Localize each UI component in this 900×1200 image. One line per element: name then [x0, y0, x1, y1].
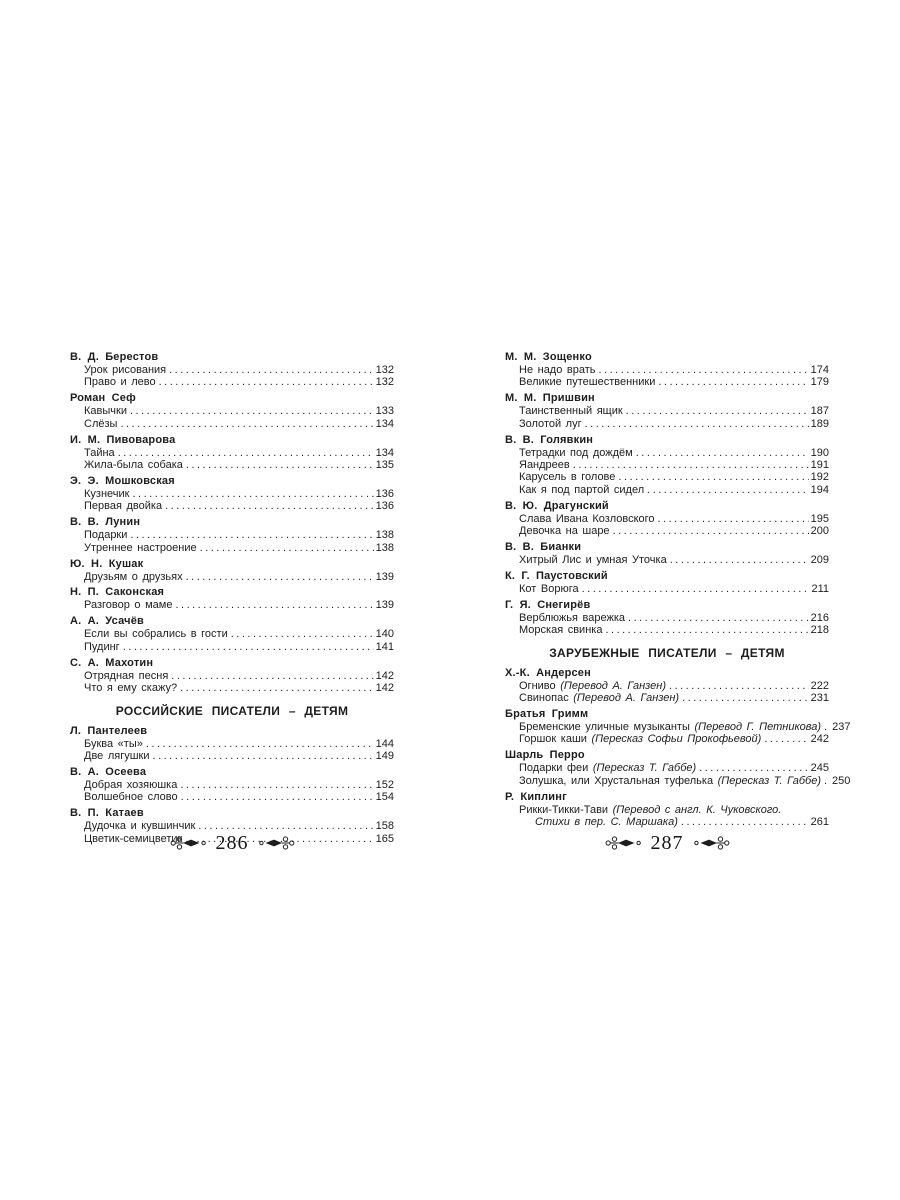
section-heading: ЗАРУБЕЖНЫЕ ПИСАТЕЛИ – ДЕТЯМ	[549, 645, 785, 660]
toc-entry	[70, 628, 394, 640]
leader-dots	[165, 500, 374, 512]
entry-page-number: 165	[375, 832, 394, 845]
leader-dots	[764, 733, 808, 745]
toc-entry	[505, 364, 829, 376]
toc-entry	[70, 738, 394, 750]
entry-title: Урок рисования	[84, 364, 167, 376]
leader-dots	[636, 447, 809, 459]
leader-dots	[175, 599, 373, 611]
toc-entry	[505, 418, 829, 430]
entry-title: Золушка, или Хрустальная туфелька (Пересказ Т. Габбе)	[519, 774, 821, 787]
entry-title: Тетрадки под дождём	[519, 446, 633, 459]
leader-dots	[599, 364, 809, 376]
entry-page-number: 194	[810, 483, 829, 496]
entry-page-number: 136	[375, 500, 394, 513]
author-name: Братья Гримм	[505, 708, 589, 720]
leader-dots	[123, 641, 374, 653]
entry-page-number: 149	[375, 749, 394, 762]
entry-title: Свинопас (Перевод А. Ганзен)	[519, 692, 680, 705]
entry-page-number: 152	[375, 778, 394, 791]
entry-page-number: 142	[375, 682, 394, 695]
leader-dots	[699, 762, 808, 774]
entry-translator-note: (Пересказ Софьи Прокофьевой)	[591, 733, 762, 746]
entry-title: Кузнечик	[84, 487, 130, 500]
author-name: Шарль Перро	[505, 749, 585, 762]
author-block	[70, 557, 394, 583]
leader-dots	[613, 525, 809, 537]
entry-page-number: 211	[811, 582, 829, 595]
leader-dots	[585, 418, 809, 430]
entry-page-number: 133	[375, 405, 394, 418]
toc-entry	[505, 762, 829, 774]
page-footer-left	[70, 833, 394, 853]
entry-page-number: 134	[375, 417, 394, 430]
leader-dots	[824, 721, 830, 733]
entry-translator-note: (Пересказ Т. Габбе)	[592, 762, 697, 775]
author-name: Ю. Н. Кушак	[70, 557, 144, 570]
toc-column-left	[70, 350, 394, 845]
entry-page-number: 245	[810, 762, 829, 775]
entry-title: Кавычки	[84, 405, 127, 418]
leader-dots	[186, 571, 374, 583]
entry-page-number: 140	[375, 628, 394, 641]
author-block	[505, 499, 829, 538]
entry-title: Дудочка и кувшинчик	[84, 820, 196, 833]
entry-page-number: 209	[810, 554, 829, 567]
author-name: В. А. Осеева	[70, 765, 147, 778]
toc-entry	[505, 692, 829, 704]
entry-page-number: 231	[810, 692, 829, 705]
toc-entry	[70, 364, 394, 376]
entry-translator-note: Стихи в пер. С. Маршака)	[535, 816, 678, 829]
leader-dots	[618, 471, 808, 483]
toc-entry	[70, 542, 394, 554]
author-block	[505, 433, 829, 497]
toc-entry	[70, 750, 394, 762]
entry-title: Что я ему скажу?	[84, 682, 178, 695]
entry-title: Если вы собрались в гости	[84, 628, 228, 641]
toc-entry	[70, 670, 394, 682]
fleuron-right-icon	[255, 836, 295, 850]
author-block	[70, 585, 394, 611]
leader-dots	[153, 750, 374, 762]
entry-title: Слава Ивана Козловского	[519, 512, 655, 525]
author-block	[70, 433, 394, 472]
author-block	[70, 765, 394, 804]
entry-title: Девочка на шаре	[519, 525, 610, 538]
entry-title: Таинственный ящик	[519, 405, 623, 418]
entry-title: Верблюжья варежка	[519, 611, 626, 624]
entry-page-number: 179	[810, 376, 829, 389]
author-block	[505, 540, 829, 566]
entry-page-number: 132	[375, 376, 394, 389]
entry-page-number: 216	[810, 611, 829, 624]
leader-dots	[658, 513, 809, 525]
toc-entry	[70, 447, 394, 459]
entry-page-number: 138	[375, 529, 394, 542]
entry-page-number: 139	[375, 599, 394, 612]
leader-dots	[180, 779, 373, 791]
folio-page-number: 286	[215, 832, 249, 854]
entry-title: Первая двойка	[84, 500, 163, 513]
entry-translator-note: (Пересказ Т. Габбе)	[717, 774, 821, 787]
entry-page-number: 135	[375, 459, 394, 472]
entry-title: Буква «ты»	[84, 737, 143, 750]
author-block	[505, 748, 851, 787]
entry-translator-note: (Перевод с англ. К. Чуковского.	[612, 803, 782, 816]
entry-title: Отрядная песня	[84, 669, 169, 682]
author-name: В. В. Бианки	[505, 541, 582, 554]
fleuron-left-icon	[170, 836, 210, 850]
author-name: М. М. Зощенко	[505, 351, 592, 363]
entry-title: Право и лево	[84, 376, 156, 389]
fleuron-left-icon	[605, 836, 645, 850]
entry-title: Горшок каши (Пересказ Софьи Прокофьевой)	[519, 733, 762, 746]
author-block	[505, 707, 851, 746]
leader-dots	[130, 405, 374, 417]
entry-title: Пудинг	[84, 640, 120, 653]
entry-title: Утреннее настроение	[84, 541, 197, 554]
entry-page-number: 141	[375, 640, 394, 653]
author-block	[70, 614, 394, 653]
author-name: М. М. Пришвин	[505, 392, 595, 405]
author-name: А. А. Усачёв	[70, 615, 145, 628]
entry-page-number: 192	[810, 471, 829, 484]
toc-entry-continuation	[505, 816, 829, 828]
leader-dots	[626, 405, 809, 417]
leader-dots	[132, 488, 373, 500]
toc-entry	[505, 680, 829, 692]
leader-dots	[682, 692, 809, 704]
author-name: Г. Я. Снегирёв	[505, 598, 591, 611]
leader-dots	[605, 624, 808, 636]
entry-page-number: 144	[375, 737, 394, 750]
entry-translator-note: (Перевод А. Ганзен)	[560, 679, 667, 692]
author-name: К. Г. Паустовский	[505, 569, 608, 582]
entry-page-number: 189	[810, 417, 829, 430]
leader-dots	[573, 459, 809, 471]
toc-entry	[70, 500, 394, 512]
entry-page-number: 250	[832, 774, 851, 787]
toc-entry	[505, 525, 829, 537]
toc-entry	[70, 682, 394, 694]
entry-page-number: 138	[375, 541, 394, 554]
entry-title: Подарки	[84, 529, 128, 542]
leader-dots	[181, 791, 374, 803]
toc-entry	[505, 484, 829, 496]
toc-entry	[505, 447, 829, 459]
author-block	[505, 569, 829, 595]
entry-title: Тайна	[84, 446, 115, 459]
toc-entry	[505, 733, 829, 745]
entry-page-number: 222	[810, 679, 829, 692]
entry-title: Слёзы	[84, 417, 118, 430]
author-name: Л. Пантелеев	[70, 724, 148, 737]
entry-title: Великие путешественники	[519, 376, 656, 389]
entry-page-number: 142	[375, 669, 394, 682]
author-block	[70, 391, 394, 430]
entry-title: Карусель в голове	[519, 471, 616, 484]
toc-entry	[70, 529, 394, 541]
author-name: В. В. Голявкин	[505, 433, 594, 446]
toc-entry	[505, 459, 829, 471]
author-block	[505, 391, 829, 430]
entry-page-number: 191	[810, 459, 829, 472]
entry-page-number: 218	[810, 624, 829, 637]
author-name: Р. Киплинг	[505, 790, 567, 803]
fleuron-right-icon	[690, 836, 730, 850]
folio-page-number: 287	[650, 832, 684, 854]
author-block	[70, 515, 394, 554]
entry-page-number: 134	[375, 446, 394, 459]
author-name: С. А. Махотин	[70, 656, 154, 669]
entry-page-number: 237	[832, 721, 851, 733]
entry-page-number: 154	[375, 791, 394, 804]
leader-dots	[582, 583, 810, 595]
toc-entry	[70, 488, 394, 500]
leader-dots	[159, 376, 374, 388]
toc-column-right	[505, 350, 851, 829]
toc-entry	[505, 804, 829, 816]
page-footer-right	[505, 833, 829, 853]
author-name: Н. П. Саконская	[70, 586, 165, 599]
toc-entry	[70, 376, 394, 388]
entry-title: Яандреев	[519, 459, 570, 472]
leader-dots	[628, 612, 809, 624]
author-name: Э. Э. Мошковская	[70, 474, 175, 487]
entry-title: Цветик-семицветик	[84, 832, 183, 845]
entry-title: Золотой луг	[519, 417, 582, 430]
leader-dots	[670, 554, 809, 566]
leader-dots	[118, 447, 374, 459]
author-block	[505, 666, 829, 705]
entry-title: Рикки-Тикки-Тави (Перевод с англ. К. Чуковского.	[519, 803, 782, 816]
author-name: Х.-К. Андерсен	[505, 666, 591, 679]
toc-entry	[505, 612, 829, 624]
leader-dots	[669, 680, 809, 692]
author-name: В. Д. Берестов	[70, 351, 159, 363]
entry-translator-note: (Перевод А. Ганзен)	[573, 692, 680, 705]
entry-page-number: 174	[810, 364, 829, 376]
leader-dots	[180, 682, 374, 694]
entry-title: Друзьям о друзьях	[84, 570, 183, 583]
entry-page-number: 261	[810, 816, 829, 829]
entry-page-number: 190	[810, 446, 829, 459]
toc-entry	[70, 418, 394, 430]
toc-entry	[505, 721, 851, 733]
entry-title: Морская свинка	[519, 624, 603, 637]
toc-entry	[505, 471, 829, 483]
entry-page-number: 158	[375, 820, 394, 833]
entry-page-number: 187	[810, 405, 829, 418]
author-block	[505, 790, 829, 829]
leader-dots	[186, 459, 374, 471]
leader-dots	[169, 364, 374, 376]
toc-entry	[70, 820, 394, 832]
entry-title: Подарки феи (Пересказ Т. Габбе)	[519, 762, 697, 775]
entry-page-number: 242	[810, 733, 829, 746]
toc-entry	[505, 583, 829, 595]
author-block	[70, 656, 394, 695]
leader-dots	[130, 529, 373, 541]
entry-page-number: 195	[810, 512, 829, 525]
author-block	[505, 598, 829, 637]
leader-dots	[120, 418, 373, 430]
author-block	[70, 724, 394, 763]
leader-dots	[824, 775, 830, 787]
entry-translator-note: (Перевод Г. Петникова)	[694, 721, 822, 733]
toc-entry	[505, 376, 829, 388]
entry-page-number: 139	[375, 570, 394, 583]
toc-entry	[505, 405, 829, 417]
author-name: И. М. Пивоварова	[70, 433, 176, 446]
entry-title: Хитрый Лис и умная Уточка	[519, 554, 667, 567]
leader-dots	[647, 484, 809, 496]
entry-title: Огниво (Перевод А. Ганзен)	[519, 679, 667, 692]
entry-page-number: 136	[375, 487, 394, 500]
leader-dots	[146, 738, 374, 750]
entry-title: Разговор о маме	[84, 599, 173, 612]
toc-entry	[70, 641, 394, 653]
leader-dots	[231, 628, 374, 640]
leader-dots	[198, 820, 373, 832]
entry-title: Добрая хозяюшка	[84, 778, 178, 791]
entry-page-number: 132	[375, 364, 394, 376]
toc-entry	[70, 571, 394, 583]
toc-entry	[70, 791, 394, 803]
author-name: Роман Сеф	[70, 392, 136, 405]
toc-entry	[505, 554, 829, 566]
entry-title: Не надо врать	[519, 364, 596, 376]
entry-title: Как я под партой сидел	[519, 483, 645, 496]
author-block	[505, 350, 829, 389]
toc-entry	[505, 624, 829, 636]
toc-entry	[505, 774, 851, 787]
toc-entry	[70, 405, 394, 417]
leader-dots	[658, 376, 808, 388]
author-block	[70, 350, 394, 389]
entry-title	[535, 816, 678, 828]
author-block	[70, 474, 394, 513]
author-name: В. В. Лунин	[70, 516, 141, 529]
toc-entry	[505, 513, 829, 525]
entry-title: Жила-была собака	[84, 459, 183, 472]
author-name: В. Ю. Драгунский	[505, 499, 609, 512]
entry-page-number: 200	[810, 525, 829, 538]
toc-entry	[70, 779, 394, 791]
section-heading: РОССИЙСКИЕ ПИСАТЕЛИ – ДЕТЯМ	[115, 703, 349, 718]
entry-title: Волшебное слово	[84, 791, 178, 804]
toc-entry	[70, 599, 394, 611]
leader-dots	[681, 816, 809, 828]
toc-entry	[70, 459, 394, 471]
leader-dots	[171, 670, 373, 682]
entry-title: Две лягушки	[84, 749, 150, 762]
entry-title: Бременские уличные музыканты (Перевод Г. Петникова)	[519, 721, 822, 733]
leader-dots	[200, 542, 374, 554]
author-name: В. П. Катаев	[70, 807, 144, 820]
entry-title: Кот Ворюга	[519, 582, 579, 595]
